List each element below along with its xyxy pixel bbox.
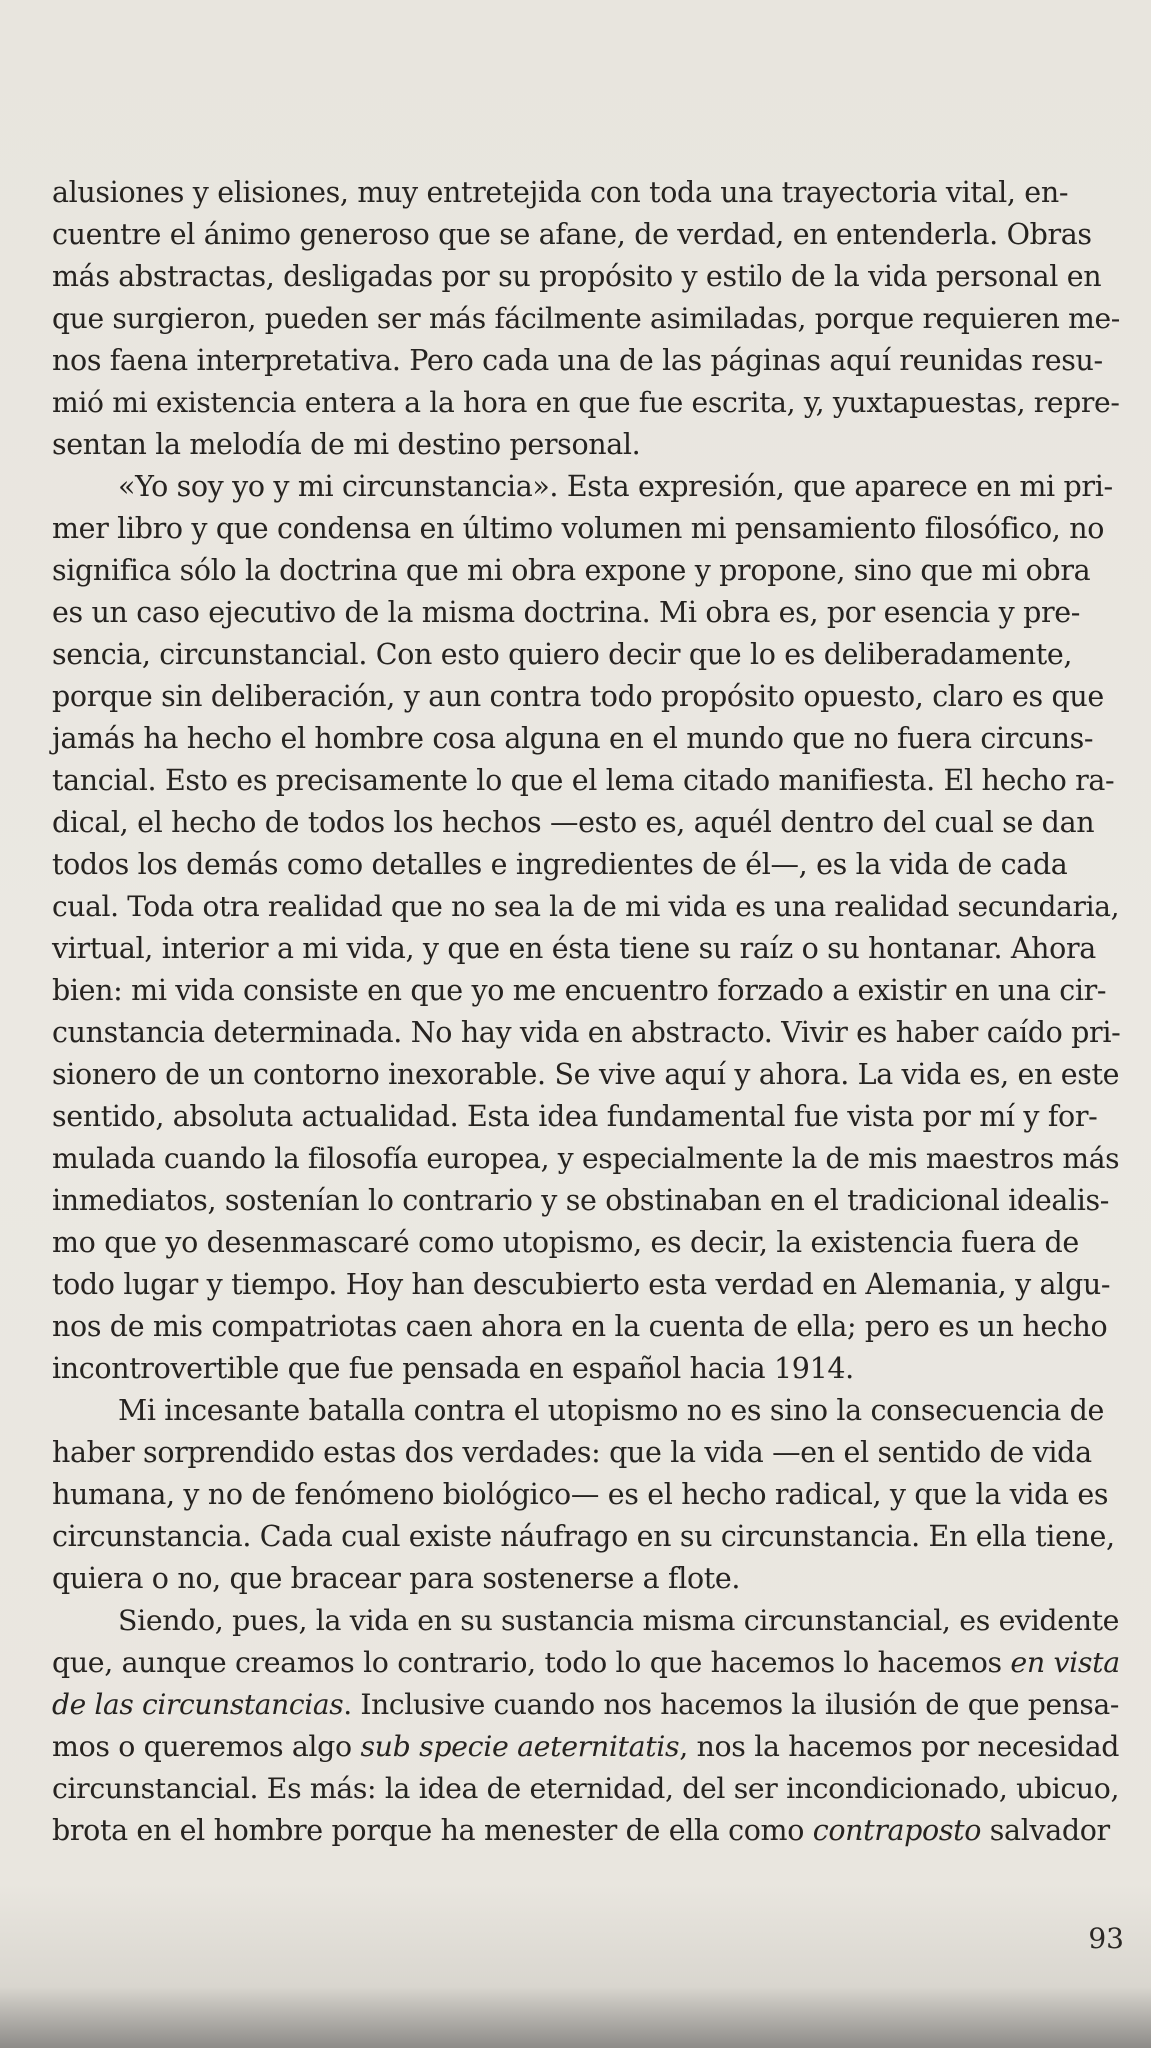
text-line <box>52 214 1120 256</box>
line-text: quiera o no, que bracear para sostenerse a flote. <box>52 1562 741 1595</box>
line-text: todos los demás como detalles e ingredientes de él—, es la vida de cada <box>52 848 1068 881</box>
text-line <box>52 1180 1120 1222</box>
text-line <box>52 340 1120 382</box>
line-text: significa sólo la doctrina que mi obra expone y propone, sino que mi obra <box>52 554 1091 587</box>
text-line <box>52 1264 1120 1306</box>
line-text: haber sorprendido estas dos verdades: que la vida —en el sentido de vida <box>52 1436 1092 1469</box>
line-text: es un caso ejecutivo de la misma doctrina. Mi obra es, por esencia y pre- <box>52 596 1081 629</box>
line-text: brota en el hombre porque ha menester de ella como <box>52 1814 813 1847</box>
line-text: sionero de un contorno inexorable. Se vive aquí y ahora. La vida es, en este <box>52 1058 1120 1091</box>
line-text: sentan la melodía de mi destino personal. <box>52 428 641 461</box>
line-text-after: . Inclusive cuando nos hacemos la ilusión de que pensa- <box>343 1688 1119 1721</box>
text-line <box>52 1432 1120 1474</box>
text-line <box>52 592 1120 634</box>
text-line <box>52 928 1120 970</box>
line-text: sencia, circunstancial. Con esto quiero decir que lo es deliberadamente, <box>52 638 1073 671</box>
line-text: porque sin deliberación, y aun contra todo propósito opuesto, claro es que <box>52 680 1104 713</box>
line-text: mulada cuando la filosofía europea, y especialmente la de mis maestros más <box>52 1142 1120 1175</box>
line-text: incontrovertible que fue pensada en español hacia 1914. <box>52 1352 854 1385</box>
line-text-after: , nos la hacemos por necesidad <box>679 1730 1120 1763</box>
text-line <box>52 1306 1120 1348</box>
line-text: mió mi existencia entera a la hora en que fue escrita, y, yuxtapuestas, repre- <box>52 386 1120 419</box>
line-text: más abstractas, desligadas por su propósito y estilo de la vida personal en <box>52 260 1102 293</box>
line-text: que surgieron, pueden ser más fácilmente asimiladas, porque requieren me- <box>52 302 1120 335</box>
line-text: mo que yo desenmascaré como utopismo, es decir, la existencia fuera de <box>52 1226 1079 1259</box>
line-text: Mi incesante batalla contra el utopismo no es sino la consecuencia de <box>118 1394 1105 1427</box>
text-line <box>52 970 1120 1012</box>
line-italic-text: de las circunstancias <box>52 1688 344 1721</box>
text-line <box>52 886 1120 928</box>
line-text: mer libro y que condensa en último volumen mi pensamiento filosófico, no <box>52 512 1105 545</box>
text-line <box>52 1642 1120 1684</box>
line-text: Siendo, pues, la vida en su sustancia misma circunstancial, es evidente <box>118 1604 1120 1637</box>
text-line <box>52 760 1120 802</box>
text-line <box>52 844 1120 886</box>
line-text: alusiones y elisiones, muy entretejida con toda una trayectoria vital, en- <box>52 176 1069 209</box>
line-text: humana, y no de fenómeno biológico— es el hecho radical, y que la vida es <box>52 1478 1109 1511</box>
text-line <box>52 172 1120 214</box>
text-line <box>52 1516 1120 1558</box>
line-text: cunstancia determinada. No hay vida en abstracto. Vivir es haber caído pri- <box>52 1016 1121 1049</box>
body-text <box>52 172 1120 1852</box>
text-line <box>52 1138 1120 1180</box>
text-line <box>52 1348 1120 1390</box>
line-text: «Yo soy yo y mi circunstancia». Esta expresión, que aparece en mi pri- <box>118 470 1113 503</box>
text-line <box>52 1726 1120 1768</box>
text-line <box>52 382 1120 424</box>
page-number: 93 <box>1088 1922 1124 1955</box>
line-text: nos de mis compatriotas caen ahora en la cuenta de ella; pero es un hecho <box>52 1310 1108 1343</box>
text-line <box>52 298 1120 340</box>
text-line <box>52 1600 1120 1642</box>
text-line <box>52 1558 1120 1600</box>
text-line <box>52 1390 1120 1432</box>
line-text: todo lugar y tiempo. Hoy han descubierto esta verdad en Alemania, y algu- <box>52 1268 1111 1301</box>
line-text: jamás ha hecho el hombre cosa alguna en el mundo que no fuera circuns- <box>52 722 1094 755</box>
text-line <box>52 1096 1120 1138</box>
line-text: sentido, absoluta actualidad. Esta idea fundamental fue vista por mí y for- <box>52 1100 1098 1133</box>
text-line <box>52 256 1120 298</box>
line-text: circunstancia. Cada cual existe náufrago en su circunstancia. En ella tiene, <box>52 1520 1115 1553</box>
line-text: dical, el hecho de todos los hechos —esto es, aquél dentro del cual se dan <box>52 806 1095 839</box>
line-text-after: salvador <box>981 1814 1110 1847</box>
line-text: cual. Toda otra realidad que no sea la de mi vida es una realidad secundaria, <box>52 890 1120 923</box>
line-text: circunstancial. Es más: la idea de eternidad, del ser incondicionado, ubicuo, <box>52 1772 1120 1805</box>
line-italic-text: contraposto <box>812 1814 982 1847</box>
text-line <box>52 508 1120 550</box>
text-line <box>52 718 1120 760</box>
line-italic-text: en vista <box>1010 1646 1120 1679</box>
text-line <box>52 1474 1120 1516</box>
text-line <box>52 1684 1120 1726</box>
text-line <box>52 550 1120 592</box>
line-text: virtual, interior a mi vida, y que en ésta tiene su raíz o su hontanar. Ahora <box>52 932 1096 965</box>
text-line <box>52 802 1120 844</box>
line-text: que, aunque creamos lo contrario, todo lo que hacemos lo hacemos <box>52 1646 1011 1679</box>
text-line <box>52 634 1120 676</box>
text-line <box>52 466 1120 508</box>
text-line <box>52 1222 1120 1264</box>
line-text: bien: mi vida consiste en que yo me encuentro forzado a existir en una cir- <box>52 974 1107 1007</box>
text-line <box>52 424 1120 466</box>
line-text: mos o queremos algo <box>52 1730 361 1763</box>
text-line <box>52 676 1120 718</box>
text-line <box>52 1012 1120 1054</box>
line-italic-text: sub specie aeternitatis <box>360 1730 680 1763</box>
line-text: inmediatos, sostenían lo contrario y se obstinaban en el tradicional idealis- <box>52 1184 1110 1217</box>
line-text: tancial. Esto es precisamente lo que el lema citado manifiesta. El hecho ra- <box>52 764 1115 797</box>
line-text: cuentre el ánimo generoso que se afane, de verdad, en entenderla. Obras <box>52 218 1092 251</box>
line-text: nos faena interpretativa. Pero cada una de las páginas aquí reunidas resu- <box>52 344 1103 377</box>
text-line <box>52 1810 1120 1852</box>
text-line <box>52 1054 1120 1096</box>
text-line <box>52 1768 1120 1810</box>
